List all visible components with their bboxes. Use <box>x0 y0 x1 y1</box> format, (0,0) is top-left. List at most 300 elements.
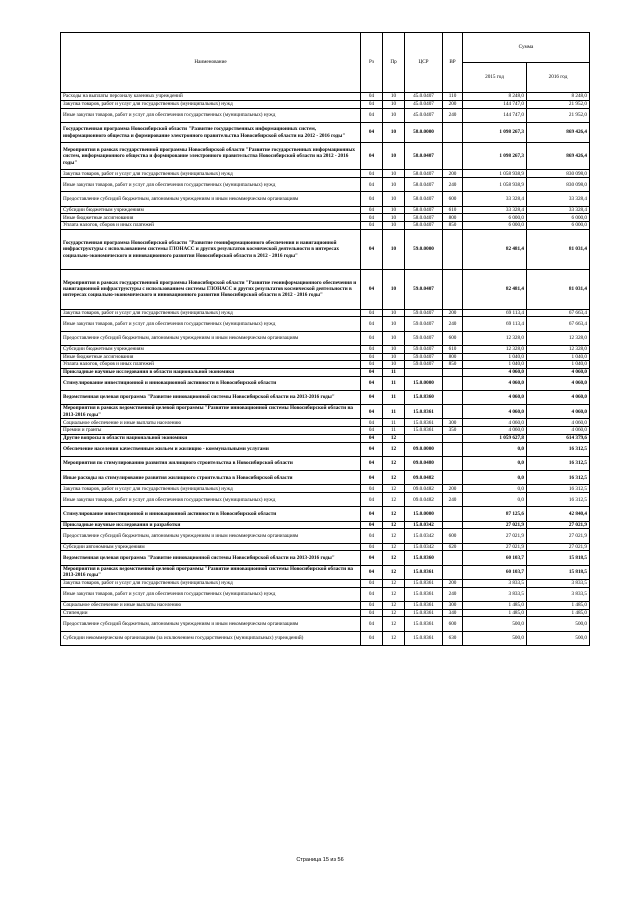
table-row <box>61 471 590 485</box>
row-sum-2016: 16 312,5 <box>527 493 590 507</box>
row-pr: 12 <box>383 587 405 601</box>
table-row <box>61 442 590 456</box>
row-csr: 09.0.0480 <box>405 457 443 471</box>
row-pr: 10 <box>383 170 405 178</box>
row-name: Иные закупки товаров, работ и услуг для обеспечения государственных (муниципальных) нужд <box>61 493 361 507</box>
row-pr: 12 <box>383 457 405 471</box>
table-row <box>61 108 590 122</box>
row-csr: 15.0.0342 <box>405 543 443 551</box>
row-sum-2016: 4 060,0 <box>527 376 590 390</box>
table-row <box>61 521 590 529</box>
row-sum-2015: 12 328,0 <box>463 331 527 345</box>
row-csr: 15.0.8361 <box>405 565 443 579</box>
row-rz: 04 <box>361 529 383 543</box>
row-pr: 12 <box>383 609 405 617</box>
table-row <box>61 617 590 631</box>
row-sum-2015: 27 021,9 <box>463 543 527 551</box>
row-vr: 200 <box>443 485 463 493</box>
row-sum-2015: 144 747,0 <box>463 108 527 122</box>
row-name: Мероприятия в рамках государственной программы Новосибирской области "Развитие геоинформационного обеспечения и навигационной инфраструктуры с использованием системы ГЛОНАСС и других результатов космической деятельности в интересах социально-экономического и инновационного развития Новосибирской области в 2012 - 2016 годы" <box>61 269 361 309</box>
row-sum-2015: 4 060,0 <box>463 405 527 419</box>
table-row <box>61 222 590 230</box>
row-pr: 12 <box>383 543 405 551</box>
row-csr: 15.0.0000 <box>405 507 443 521</box>
row-vr <box>443 143 463 170</box>
row-sum-2015: 1 059 627,8 <box>463 435 527 443</box>
row-pr: 10 <box>383 309 405 317</box>
row-vr <box>443 471 463 485</box>
row-csr: 09.0.0482 <box>405 485 443 493</box>
row-pr: 12 <box>383 485 405 493</box>
row-rz: 04 <box>361 331 383 345</box>
row-sum-2016: 869 426,4 <box>527 143 590 170</box>
row-name: Закупка товаров, работ и услуг для государственных (муниципальных) нужд <box>61 579 361 587</box>
table-row <box>61 543 590 551</box>
row-sum-2016: 6 000,0 <box>527 222 590 230</box>
row-pr: 11 <box>383 369 405 377</box>
table-row <box>61 427 590 435</box>
table-row <box>61 170 590 178</box>
row-csr: 59.0.0407 <box>405 269 443 309</box>
row-pr: 12 <box>383 579 405 587</box>
row-rz: 04 <box>361 317 383 331</box>
row-csr: 58.0.0407 <box>405 222 443 230</box>
row-csr: 15.0.8361 <box>405 617 443 631</box>
row-sum-2015: 0,0 <box>463 442 527 456</box>
row-sum-2016: 4 060,0 <box>527 369 590 377</box>
row-rz: 04 <box>361 143 383 170</box>
header-vr: ВР <box>443 33 463 93</box>
row-vr: 300 <box>443 601 463 609</box>
row-rz: 04 <box>361 353 383 361</box>
row-sum-2015: 1 058 938,9 <box>463 178 527 192</box>
table-row <box>61 122 590 143</box>
row-vr: 240 <box>443 493 463 507</box>
row-pr: 10 <box>383 206 405 214</box>
row-sum-2016: 15 818,5 <box>527 565 590 579</box>
row-csr: 59.0.0407 <box>405 331 443 345</box>
table-row <box>61 206 590 214</box>
row-rz: 04 <box>361 609 383 617</box>
row-rz: 04 <box>361 122 383 143</box>
row-csr: 15.0.8361 <box>405 427 443 435</box>
row-vr: 800 <box>443 214 463 222</box>
row-pr: 12 <box>383 617 405 631</box>
row-csr: 59.0.0407 <box>405 309 443 317</box>
row-sum-2016: 27 021,9 <box>527 529 590 543</box>
row-name: Субсидии бюджетным учреждениям <box>61 345 361 353</box>
row-pr: 10 <box>383 122 405 143</box>
row-rz: 04 <box>361 369 383 377</box>
row-sum-2015: 1 485,0 <box>463 609 527 617</box>
row-sum-2015: 12 328,0 <box>463 345 527 353</box>
row-csr: 45.0.0407 <box>405 100 443 108</box>
row-vr: 600 <box>443 192 463 206</box>
row-sum-2015: 1 058 938,9 <box>463 170 527 178</box>
row-rz: 04 <box>361 419 383 427</box>
table-row <box>61 331 590 345</box>
row-sum-2016: 67 663,4 <box>527 317 590 331</box>
row-sum-2016: 8 248,0 <box>527 93 590 101</box>
row-csr <box>405 435 443 443</box>
row-vr: 240 <box>443 108 463 122</box>
row-sum-2015: 69 113,4 <box>463 309 527 317</box>
row-sum-2016: 16 312,5 <box>527 442 590 456</box>
row-sum-2016: 830 098,0 <box>527 170 590 178</box>
row-rz: 04 <box>361 170 383 178</box>
table-row <box>61 391 590 405</box>
row-rz: 04 <box>361 587 383 601</box>
table-row <box>61 551 590 565</box>
row-rz: 04 <box>361 485 383 493</box>
row-vr: 620 <box>443 543 463 551</box>
row-sum-2016: 1 040,0 <box>527 361 590 369</box>
row-vr: 240 <box>443 317 463 331</box>
row-name: Стимулирование инвестиционной и инновационной активности в Новосибирской области <box>61 507 361 521</box>
row-vr: 110 <box>443 93 463 101</box>
row-csr: 15.0.8361 <box>405 587 443 601</box>
row-sum-2015: 27 021,9 <box>463 521 527 529</box>
row-pr: 10 <box>383 108 405 122</box>
row-sum-2016: 16 312,5 <box>527 457 590 471</box>
row-csr: 45.0.0407 <box>405 108 443 122</box>
row-pr: 12 <box>383 507 405 521</box>
row-rz: 04 <box>361 206 383 214</box>
row-name: Прикладные научные исследования и разработки <box>61 521 361 529</box>
row-pr: 12 <box>383 631 405 645</box>
row-pr: 10 <box>383 229 405 269</box>
row-vr <box>443 269 463 309</box>
row-rz: 04 <box>361 108 383 122</box>
row-sum-2015: 3 833,5 <box>463 579 527 587</box>
row-sum-2016: 4 060,0 <box>527 427 590 435</box>
row-vr <box>443 551 463 565</box>
row-rz: 04 <box>361 551 383 565</box>
row-sum-2015: 4 060,0 <box>463 391 527 405</box>
table-row <box>61 579 590 587</box>
row-csr: 15.0.8360 <box>405 391 443 405</box>
row-sum-2016: 830 098,0 <box>527 178 590 192</box>
row-vr <box>443 391 463 405</box>
budget-table <box>60 32 590 646</box>
row-name: Мероприятия по стимулированию развития жилищного строительства в Новосибирской области <box>61 457 361 471</box>
row-rz: 04 <box>361 507 383 521</box>
row-rz: 04 <box>361 229 383 269</box>
table-row <box>61 435 590 443</box>
header-sum: Сумма <box>463 33 590 63</box>
row-vr: 850 <box>443 222 463 230</box>
table-row <box>61 529 590 543</box>
row-csr: 09.0.0482 <box>405 471 443 485</box>
row-csr: 58.0.0000 <box>405 122 443 143</box>
row-sum-2015: 0,0 <box>463 471 527 485</box>
row-pr: 11 <box>383 391 405 405</box>
row-pr: 11 <box>383 405 405 419</box>
row-name: Прикладные научные исследования в области национальной экономики <box>61 369 361 377</box>
table-row <box>61 353 590 361</box>
row-pr: 10 <box>383 269 405 309</box>
row-name: Закупка товаров, работ и услуг для государственных (муниципальных) нужд <box>61 309 361 317</box>
row-sum-2016: 27 021,9 <box>527 521 590 529</box>
row-sum-2015: 87 125,6 <box>463 507 527 521</box>
row-sum-2015: 33 328,4 <box>463 206 527 214</box>
row-sum-2016: 3 833,5 <box>527 579 590 587</box>
row-rz: 04 <box>361 631 383 645</box>
row-pr: 12 <box>383 565 405 579</box>
row-rz: 04 <box>361 405 383 419</box>
row-sum-2016: 15 818,5 <box>527 551 590 565</box>
row-rz: 04 <box>361 457 383 471</box>
row-rz: 04 <box>361 442 383 456</box>
table-row <box>61 309 590 317</box>
table-row <box>61 631 590 645</box>
row-vr: 600 <box>443 331 463 345</box>
table-row <box>61 485 590 493</box>
table-row <box>61 587 590 601</box>
row-vr <box>443 435 463 443</box>
row-sum-2016: 33 328,4 <box>527 192 590 206</box>
row-sum-2016: 1 485,0 <box>527 609 590 617</box>
row-name: Ведомственная целевая программа "Развитие инновационной системы Новосибирской области на 2013-2016 годы" <box>61 391 361 405</box>
table-row <box>61 405 590 419</box>
table-body <box>61 93 590 646</box>
row-sum-2016: 1 485,0 <box>527 601 590 609</box>
row-vr: 340 <box>443 609 463 617</box>
row-rz: 04 <box>361 345 383 353</box>
row-name: Стипендии <box>61 609 361 617</box>
row-sum-2015: 1 040,0 <box>463 361 527 369</box>
row-csr: 59.0.0407 <box>405 317 443 331</box>
table-row <box>61 143 590 170</box>
row-name: Уплата налогов, сборов и иных платежей <box>61 222 361 230</box>
row-sum-2016: 1 040,0 <box>527 353 590 361</box>
row-csr: 58.0.0407 <box>405 192 443 206</box>
row-sum-2016: 6 000,0 <box>527 214 590 222</box>
row-vr <box>443 565 463 579</box>
row-sum-2016: 81 031,4 <box>527 269 590 309</box>
row-csr: 59.0.0000 <box>405 229 443 269</box>
table-row <box>61 609 590 617</box>
row-name: Государственная программа Новосибирской области "Развитие геоинформационного обеспечения и навигационной инфраструктуры с использованием системы ГЛОНАСС и других результатов космической деятельности в интересах социально-экономического и инновационного развития Новосибирской области в 2012 - 2016 годы" <box>61 229 361 269</box>
row-sum-2015: 69 113,4 <box>463 317 527 331</box>
row-csr: 59.0.0407 <box>405 345 443 353</box>
row-name: Субсидии автономным учреждениям <box>61 543 361 551</box>
row-name: Другие вопросы в области национальной экономики <box>61 435 361 443</box>
row-sum-2015: 0,0 <box>463 457 527 471</box>
row-name: Закупка товаров, работ и услуг для государственных (муниципальных) нужд <box>61 485 361 493</box>
row-sum-2016: 500,0 <box>527 617 590 631</box>
row-sum-2015: 6 000,0 <box>463 214 527 222</box>
row-sum-2015: 6 000,0 <box>463 222 527 230</box>
row-csr <box>405 369 443 377</box>
row-name: Иные расходы на стимулирование развития жилищного строительства в Новосибирской области <box>61 471 361 485</box>
row-pr: 11 <box>383 419 405 427</box>
row-pr: 10 <box>383 331 405 345</box>
row-name: Ведомственная целевая программа "Развитие инновационной системы Новосибирской области на 2013-2016 годы" <box>61 551 361 565</box>
page-footer: Страница 15 из 56 <box>296 857 344 863</box>
row-csr: 09.0.0000 <box>405 442 443 456</box>
row-pr: 12 <box>383 435 405 443</box>
row-sum-2016: 42 840,4 <box>527 507 590 521</box>
row-vr: 800 <box>443 353 463 361</box>
row-rz: 04 <box>361 192 383 206</box>
row-sum-2016: 3 833,5 <box>527 587 590 601</box>
row-name: Иные закупки товаров, работ и услуг для обеспечения государственных (муниципальных) нужд <box>61 108 361 122</box>
row-csr: 59.0.0407 <box>405 361 443 369</box>
row-name: Мероприятия в рамках ведомственной целевой программы "Развитие инновационной системы Новосибирской области на 2013-2016 годы" <box>61 565 361 579</box>
row-vr: 240 <box>443 178 463 192</box>
table-row <box>61 269 590 309</box>
row-pr: 10 <box>383 361 405 369</box>
row-rz: 04 <box>361 222 383 230</box>
row-pr: 10 <box>383 93 405 101</box>
row-vr: 850 <box>443 361 463 369</box>
budget-table-page <box>60 32 589 646</box>
row-rz: 04 <box>361 100 383 108</box>
row-name: Предоставление субсидий бюджетным, автономным учреждениям и иным некоммерческим организациям <box>61 529 361 543</box>
row-csr: 58.0.0407 <box>405 206 443 214</box>
row-name: Расходы на выплаты персоналу казенных учреждений <box>61 93 361 101</box>
row-sum-2015: 3 833,5 <box>463 587 527 601</box>
row-pr: 10 <box>383 192 405 206</box>
row-name: Социальное обеспечение и иные выплаты населению <box>61 419 361 427</box>
row-sum-2015: 60 103,7 <box>463 565 527 579</box>
row-csr: 15.0.0342 <box>405 529 443 543</box>
row-sum-2015: 1 098 267,3 <box>463 143 527 170</box>
row-rz: 04 <box>361 471 383 485</box>
row-vr: 610 <box>443 206 463 214</box>
table-row <box>61 419 590 427</box>
row-rz: 04 <box>361 361 383 369</box>
row-rz: 04 <box>361 565 383 579</box>
row-sum-2015: 500,0 <box>463 631 527 645</box>
row-pr: 10 <box>383 143 405 170</box>
row-name: Мероприятия в рамках ведомственной целевой программы "Развитие инновационной системы Новосибирской области на 2013-2016 годы" <box>61 405 361 419</box>
row-csr: 15.0.8361 <box>405 609 443 617</box>
row-sum-2015: 144 747,0 <box>463 100 527 108</box>
row-name: Иные закупки товаров, работ и услуг для обеспечения государственных (муниципальных) нужд <box>61 317 361 331</box>
row-csr: 58.0.0407 <box>405 170 443 178</box>
row-csr: 15.0.8361 <box>405 579 443 587</box>
row-rz: 04 <box>361 427 383 435</box>
row-rz: 04 <box>361 543 383 551</box>
table-row <box>61 100 590 108</box>
row-sum-2015: 82 481,4 <box>463 269 527 309</box>
row-rz: 04 <box>361 435 383 443</box>
header-rz: Рз <box>361 33 383 93</box>
row-rz: 04 <box>361 214 383 222</box>
row-vr: 350 <box>443 427 463 435</box>
row-name: Уплата налогов, сборов и иных платежей <box>61 361 361 369</box>
row-sum-2016: 12 328,0 <box>527 345 590 353</box>
row-pr: 10 <box>383 353 405 361</box>
row-sum-2015: 1 485,0 <box>463 601 527 609</box>
row-sum-2016: 4 060,0 <box>527 405 590 419</box>
row-sum-2015: 0,0 <box>463 485 527 493</box>
row-name: Мероприятия в рамках государственной программы Новосибирской области "Развитие государственных информационных систем, информационного общества и формирование электронного правительства Новосибирской области на 2012 - 2016 годы" <box>61 143 361 170</box>
row-sum-2015: 27 021,9 <box>463 529 527 543</box>
table-row <box>61 93 590 101</box>
row-name: Стимулирование инвестиционной и инновационной активности в Новосибирской области <box>61 376 361 390</box>
header-pr: Пр <box>383 33 405 93</box>
row-sum-2016: 81 031,4 <box>527 229 590 269</box>
row-sum-2015: 1 040,0 <box>463 353 527 361</box>
table-row <box>61 376 590 390</box>
row-csr: 58.0.0407 <box>405 178 443 192</box>
row-sum-2015: 4 060,0 <box>463 427 527 435</box>
table-row <box>61 229 590 269</box>
row-csr: 15.0.8360 <box>405 551 443 565</box>
row-rz: 04 <box>361 93 383 101</box>
table-row <box>61 361 590 369</box>
row-vr: 240 <box>443 587 463 601</box>
row-sum-2015: 60 103,7 <box>463 551 527 565</box>
row-csr: 15.0.8361 <box>405 601 443 609</box>
row-rz: 04 <box>361 493 383 507</box>
row-pr: 10 <box>383 178 405 192</box>
row-name: Иные бюджетные ассигнования <box>61 353 361 361</box>
row-vr <box>443 376 463 390</box>
row-csr: 09.0.0482 <box>405 493 443 507</box>
row-vr <box>443 369 463 377</box>
row-sum-2015: 1 098 267,3 <box>463 122 527 143</box>
table-row <box>61 345 590 353</box>
row-sum-2016: 67 663,4 <box>527 309 590 317</box>
row-name: Иные закупки товаров, работ и услуг для обеспечения государственных (муниципальных) нужд <box>61 587 361 601</box>
row-rz: 04 <box>361 579 383 587</box>
row-pr: 10 <box>383 214 405 222</box>
row-sum-2016: 4 060,0 <box>527 419 590 427</box>
row-pr: 12 <box>383 529 405 543</box>
row-csr: 58.0.0407 <box>405 143 443 170</box>
row-sum-2016: 21 952,0 <box>527 108 590 122</box>
row-sum-2016: 869 426,4 <box>527 122 590 143</box>
row-pr: 10 <box>383 317 405 331</box>
table-row <box>61 178 590 192</box>
row-rz: 04 <box>361 601 383 609</box>
row-rz: 04 <box>361 376 383 390</box>
row-rz: 04 <box>361 521 383 529</box>
table-row <box>61 493 590 507</box>
row-pr: 11 <box>383 427 405 435</box>
row-sum-2015: 4 060,0 <box>463 419 527 427</box>
row-name: Премии и гранты <box>61 427 361 435</box>
row-csr: 15.0.8361 <box>405 405 443 419</box>
row-name: Иные закупки товаров, работ и услуг для обеспечения государственных (муниципальных) нужд <box>61 178 361 192</box>
row-pr: 10 <box>383 222 405 230</box>
row-vr: 630 <box>443 631 463 645</box>
row-vr: 300 <box>443 419 463 427</box>
row-name: Субсидии бюджетным учреждениям <box>61 206 361 214</box>
row-pr: 12 <box>383 521 405 529</box>
row-name: Обеспечение населения качественным жильем и жилищно - коммунальными услугами <box>61 442 361 456</box>
row-vr: 200 <box>443 100 463 108</box>
row-pr: 10 <box>383 345 405 353</box>
row-name: Закупка товаров, работ и услуг для государственных (муниципальных) нужд <box>61 100 361 108</box>
row-pr: 12 <box>383 442 405 456</box>
row-sum-2015: 33 328,4 <box>463 192 527 206</box>
row-vr: 200 <box>443 579 463 587</box>
row-sum-2016: 21 952,0 <box>527 100 590 108</box>
row-sum-2016: 16 312,5 <box>527 471 590 485</box>
row-sum-2016: 614 379,6 <box>527 435 590 443</box>
row-pr: 12 <box>383 601 405 609</box>
table-row <box>61 317 590 331</box>
row-vr: 200 <box>443 170 463 178</box>
row-sum-2016: 12 328,0 <box>527 331 590 345</box>
row-vr <box>443 521 463 529</box>
table-row <box>61 601 590 609</box>
